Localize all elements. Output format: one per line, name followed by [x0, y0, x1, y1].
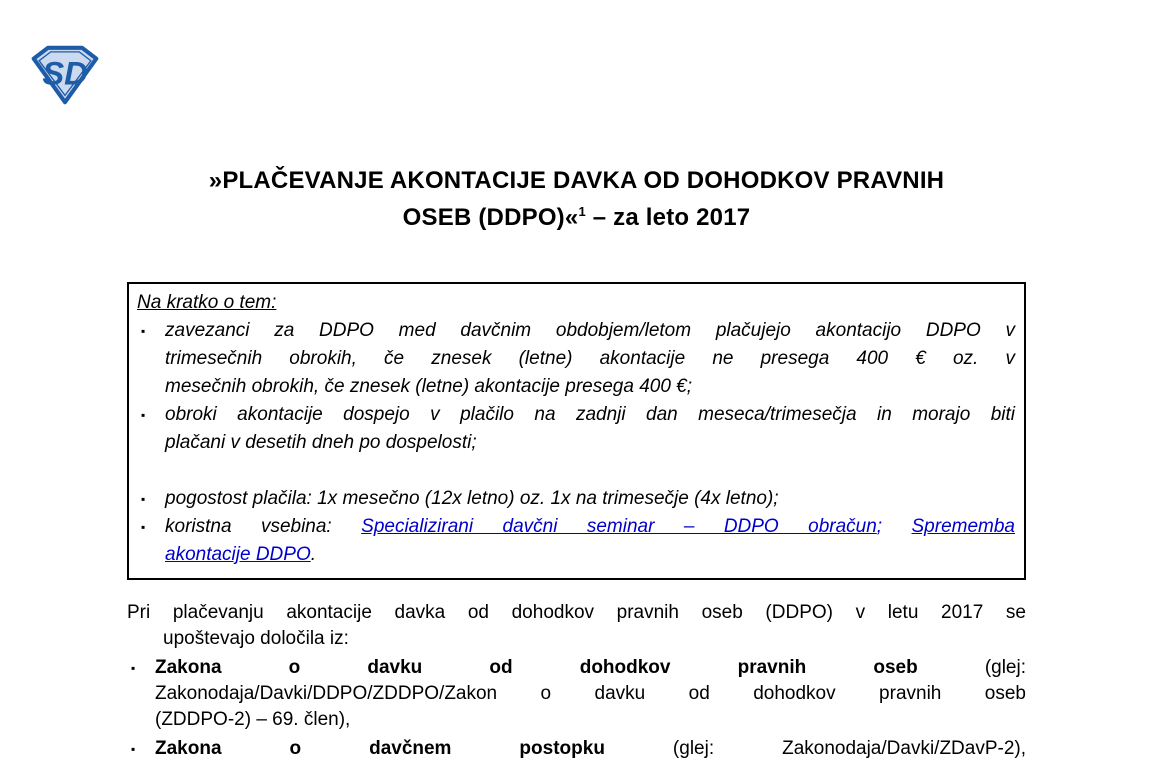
logo-shield-shape: [31, 45, 99, 105]
summary-bullet-4: [137, 513, 1015, 569]
bullet-square-icon: ▪: [131, 742, 136, 756]
summary-bullet-2-content: [165, 401, 1015, 457]
summary-bullet-2-line-1: obroki akontacije dospejo v plačilo na zadnji dan meseca/trimesečja in morajo biti: [165, 404, 1015, 425]
sentence-period: .: [310, 544, 317, 565]
summary-box: [127, 282, 1026, 580]
title-line-2: [127, 199, 1026, 236]
summary-bullet-1-line-2: trimesečnih obrokih, če znesek (letne) akontacije ne presega 400 € oz. v: [165, 348, 1015, 369]
body-bullet-1-content: [155, 655, 1026, 733]
law-name-tail: (glej: Zakonodaja/Davki/ZDavP-2),: [672, 738, 1027, 759]
title-line-2-main: OSEB (DDPO)«: [402, 204, 579, 231]
link-sprememba-akontacije-part2[interactable]: akontacije DDPO: [165, 544, 311, 565]
summary-bullet-4-line-2: [165, 541, 1015, 569]
title-line-1: »PLAČEVANJE AKONTACIJE DAVKA OD DOHODKOV PRAVNIH: [208, 167, 945, 194]
link-specializirani-davcni-seminar[interactable]: Specializirani davčni seminar – DDPO obračun: [361, 516, 877, 537]
body-paragraph-line-2: upoštevajo določila iz:: [163, 628, 349, 649]
summary-box-heading: [137, 289, 1015, 317]
body-bullet-2-content: [155, 736, 1026, 762]
summary-bullet-4-content: [165, 513, 1015, 569]
summary-bullet-2: [137, 401, 1015, 457]
blank-line-spacer: [137, 457, 1015, 485]
law-name-bold: Zakona o davčnem postopku: [155, 738, 605, 759]
body-bullet-2-line-1: [155, 736, 1026, 762]
bullet-square-icon: ▪: [141, 408, 146, 422]
body-paragraph-line-1: Pri plačevanju akontacije davka od dohodkov pravnih oseb (DDPO) v letu 2017 se: [127, 602, 1026, 623]
bullet-square-icon: ▪: [141, 492, 146, 506]
footnote-reference: 1: [578, 204, 586, 219]
body-bullet-1: [127, 655, 1026, 733]
law-name-bold: Zakona o davku od dohodkov pravnih oseb: [155, 657, 918, 678]
logo-sd-icon: [31, 45, 99, 105]
bullet-square-icon: ▪: [141, 520, 146, 534]
bullet-square-icon: ▪: [141, 324, 146, 338]
summary-bullet-1-line-3: mesečnih obrokih, če znesek (letne) akontacije presega 400 €;: [165, 376, 693, 397]
link-sprememba-akontacije-part1[interactable]: Sprememba: [911, 516, 1015, 537]
body-bullet-1-line-3: (ZDDPO-2) – 69. člen),: [155, 709, 351, 730]
summary-bullet-1-content: [165, 317, 1015, 401]
summary-bullet-3-content: [165, 485, 1015, 513]
summary-bullet-3: [137, 485, 1015, 513]
body-bullet-2-clipped: [127, 736, 1026, 762]
body-section: [127, 600, 1026, 762]
link-separator: ;: [876, 516, 883, 537]
summary-box-heading-text: Na kratko o tem:: [137, 292, 277, 313]
title-line-2-suffix: – za leto 2017: [585, 204, 751, 231]
summary-bullet-1: [137, 317, 1015, 401]
summary-bullet-3-line-1: pogostost plačila: 1x mesečno (12x letno) oz. 1x na trimesečje (4x letno);: [165, 488, 779, 509]
summary-bullet-2-line-2: plačani v desetih dneh po dospelosti;: [165, 432, 477, 453]
logo-letters: SD: [42, 54, 88, 92]
summary-bullet-4-line-1: [165, 513, 1015, 541]
page-title: [127, 162, 1026, 236]
body-bullet-1-line-1: [155, 655, 1026, 681]
useful-content-label: koristna vsebina:: [165, 516, 332, 537]
law-name-tail: (glej:: [984, 657, 1026, 678]
bullet-square-icon: ▪: [131, 661, 136, 675]
body-bullet-1-line-2: Zakonodaja/Davki/DDPO/ZDDPO/Zakon o davku od dohodkov pravnih oseb: [155, 683, 1026, 704]
summary-bullet-1-line-1: zavezanci za DDPO med davčnim obdobjem/letom plačujejo akontacijo DDPO v: [165, 320, 1015, 341]
